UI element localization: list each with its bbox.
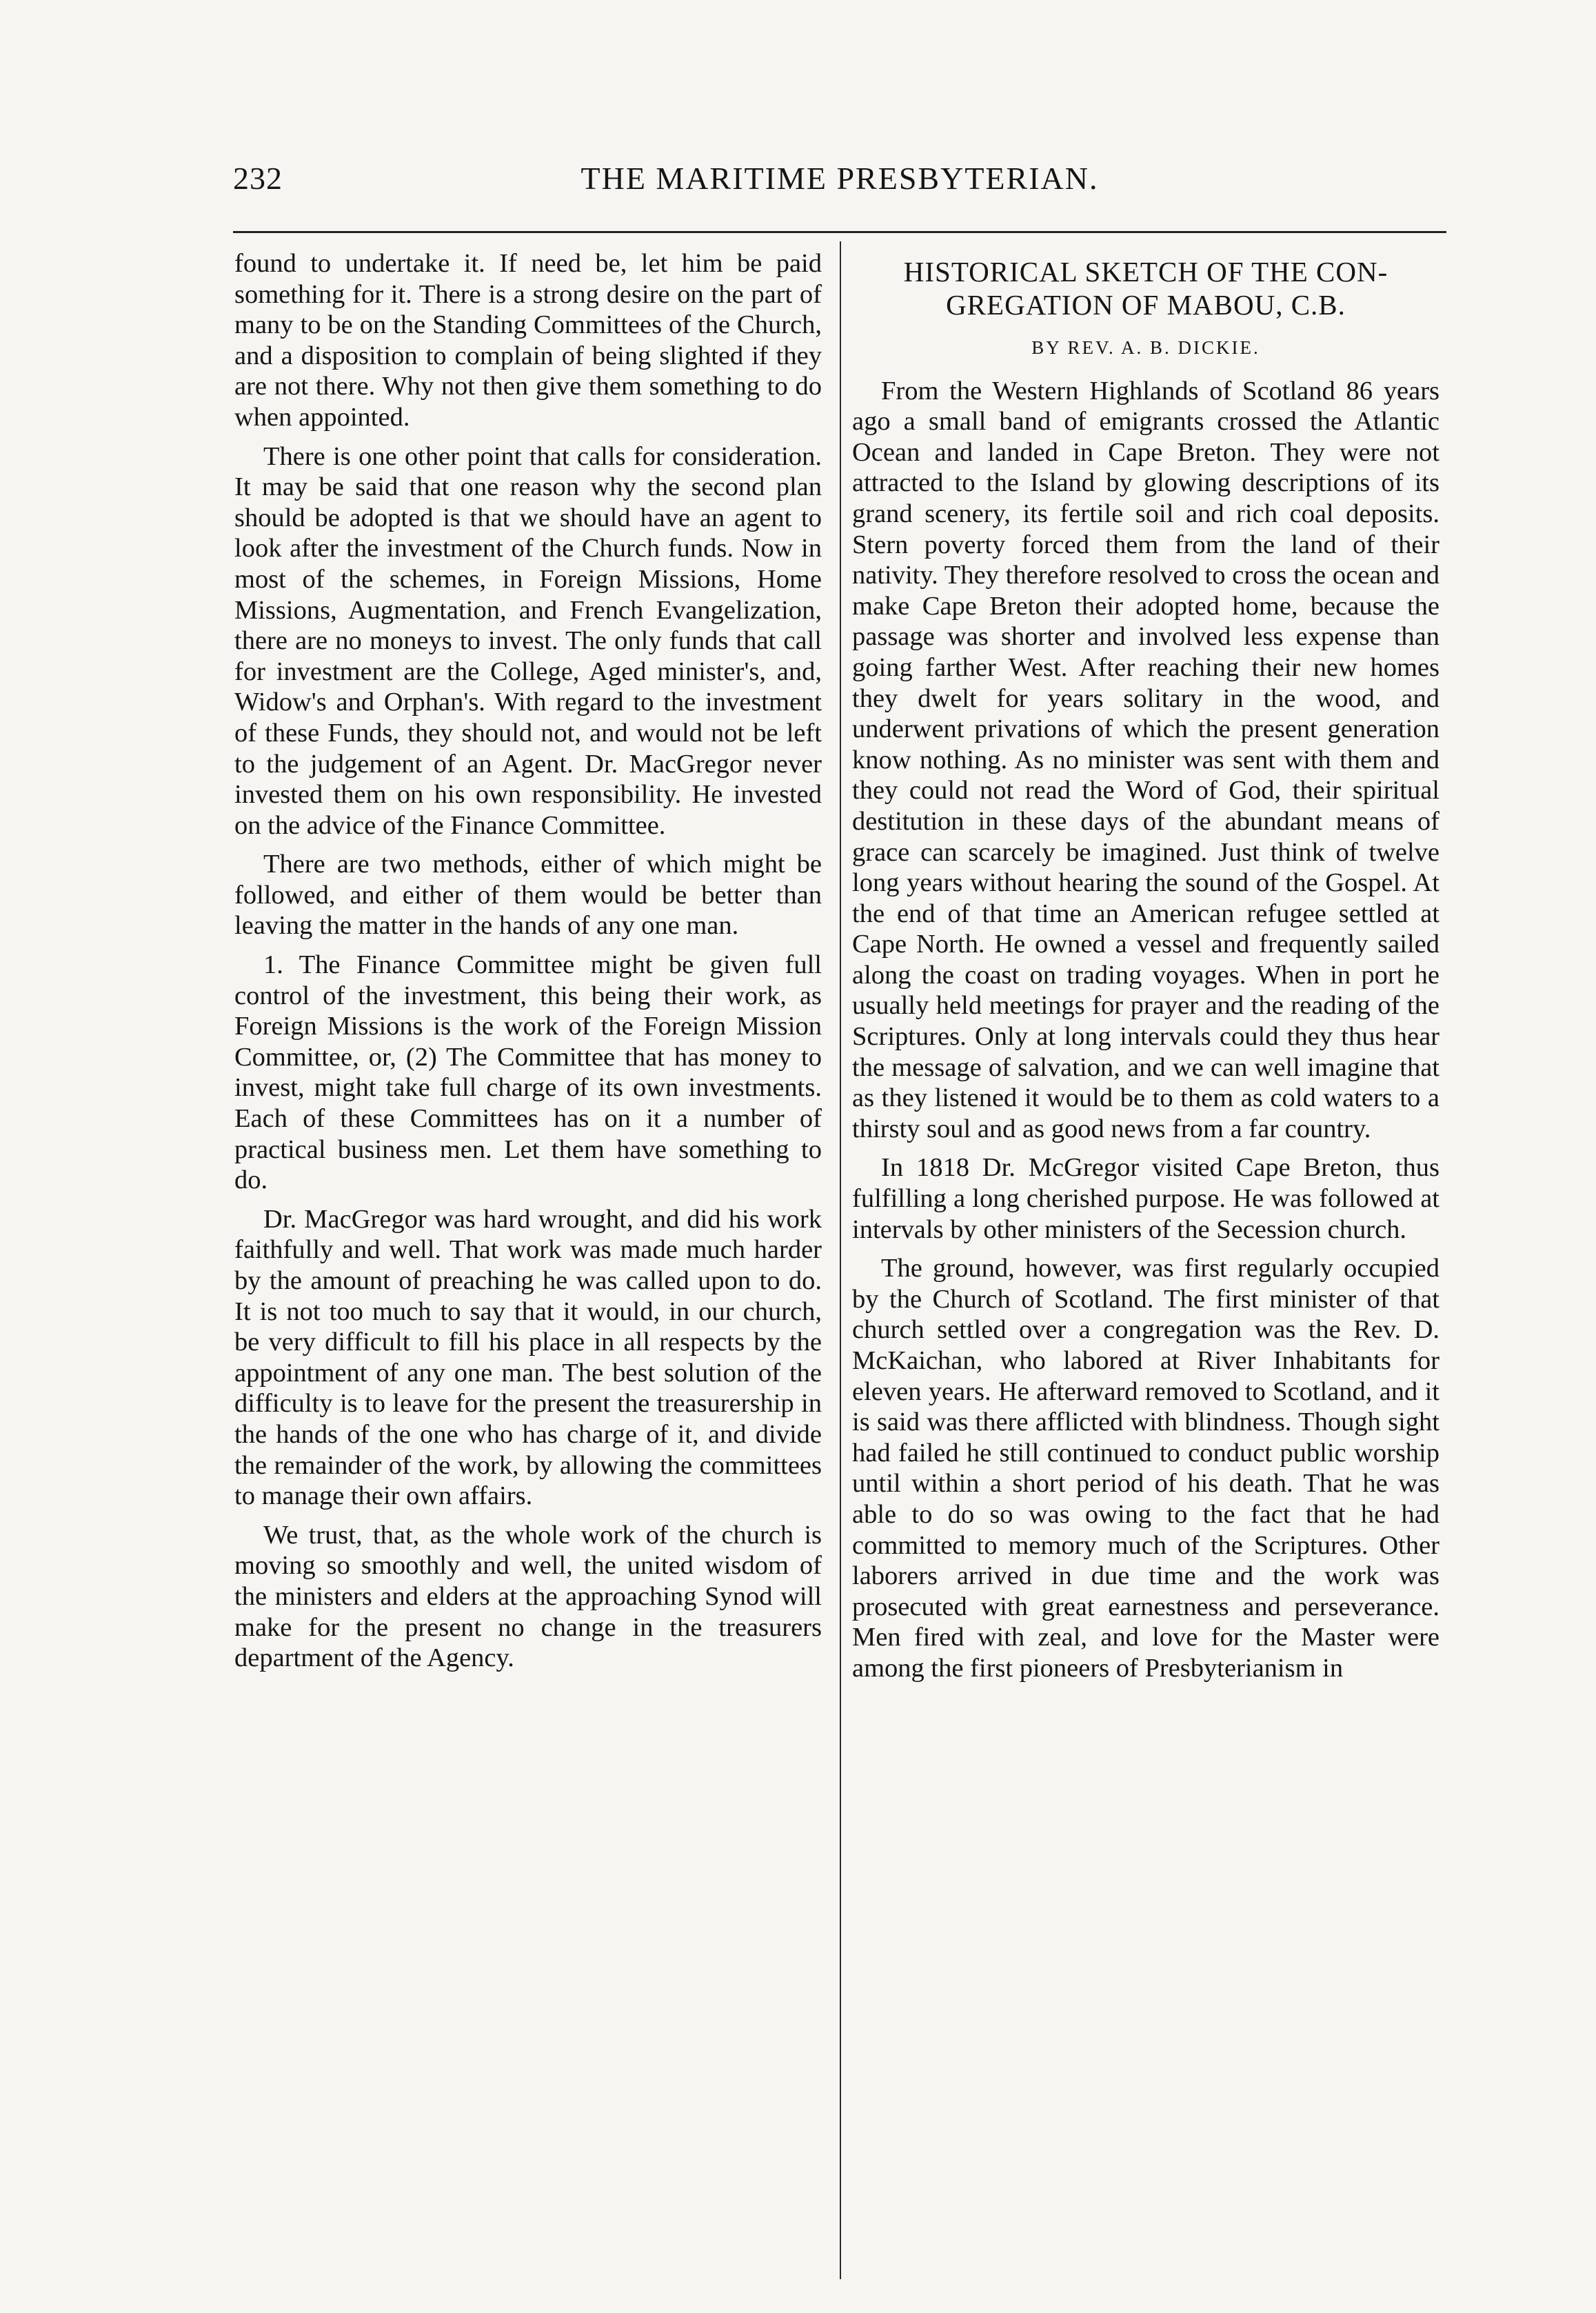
paragraph: There are two methods, either of which might be followed, and either of them would be better than leaving the matter in the hands of any one man.	[234, 850, 822, 941]
paragraph: 1. The Finance Committee might be given full control of the investment, this being their work, as Foreign Missions is the work of the Foreign Mission Committee, or, (2) The Committee that has money to invest, might take full charge of its own investments. Each of these Committees has on it a number of practical business men. Let them have something to do.	[234, 950, 822, 1195]
paragraph: There is one other point that calls for consideration. It may be said that one reason why the second plan should be adopted is that we should have an agent to look after the investment of the Church funds. Now in most of the schemes, in Foreign Missions, Home Missions, Augmentation, and French Evangelization, there are no moneys to invest. The only funds that call for investment are the College, Aged minister's, and, Widow's and Orphan's. With regard to the investment of these Funds, they should not, and would not be left to the judgement of an Agent. Dr. MacGregor never invested them on his own responsibility. He invested on the advice of the Finance Committee.	[234, 441, 822, 840]
column-divider	[840, 241, 841, 2279]
paragraph: From the Western Highlands of Scotland 86 years ago a small band of emigrants crossed the Atlantic Ocean and landed in Cape Breton. They were not attracted to the Island by glowing descriptions of its grand scenery, its fertile soil and rich coal deposits. Stern poverty forced them from the land of their nativity. They therefore resolved to cross the ocean and make Cape Breton their adopted home, because the passage was shorter and involved less expense than going farther West. After reaching their new homes they dwelt for years solitary in the wood, and underwent privations of which the present generation know nothing. As no minister was sent with them and they could not read the Word of God, their spiritual destitution in these days of the abundant means of grace can scarcely be imagined. Just think of twelve long years without hearing the sound of the Gospel. At the end of that time an American refugee settled at Cape North. He owned a vessel and frequently sailed along the coast on trading voyages. When in port he usually held meetings for prayer and the reading of the Scriptures. Only at long intervals could they thus hear the message of salvation, and we can well imagine that as they listened it would be to them as cold waters to a thirsty soul and as good news from a far country.	[852, 376, 1440, 1143]
page-number: 232	[233, 161, 283, 196]
paragraph: Dr. MacGregor was hard wrought, and did his work faithfully and well. That work was made much harder by the amount of preaching he was called upon to do. It is not too much to say that it would, in our church, be very difficult to fill his place in all respects by the appointment of any one man. The best solution of the difficulty is to leave for the present the treasurership in the hands of the one who has charge of it, and divide the remainder of the work, by allowing the committees to manage their own affairs.	[234, 1204, 822, 1511]
paragraph: We trust, that, as the whole work of the church is moving so smoothly and well, the united wisdom of the ministers and elders at the approaching Synod will make for the present no change in the treasurers department of the Agency.	[234, 1520, 822, 1673]
article-title	[852, 255, 1440, 321]
paragraph: In 1818 Dr. McGregor visited Cape Breton, thus fulfilling a long cherished purpose. He was followed at intervals by other ministers of the Secession church.	[852, 1153, 1440, 1244]
page-header	[233, 160, 1446, 210]
left-column	[234, 248, 822, 1682]
paragraph: The ground, however, was first regularly occupied by the Church of Scotland. The first minister of that church settled over a congregation was the Rev. D. McKaichan, who labored at River Inhabitants for eleven years. He afterward removed to Scotland, and it is said was there afflicted with blindness. Though sight had failed he still continued to conduct public worship until within a short period of his death. That he was able to do so was owing to the fact that he had committed to memory much of the Scriptures. Other laborers arrived in due time and the work was prosecuted with great earnestness and perseverance. Men fired with zeal, and love for the Master were among the first pioneers of Presbyterianism in	[852, 1254, 1440, 1683]
paragraph: found to undertake it. If need be, let him be paid something for it. There is a strong desire on the part of many to be on the Standing Committees of the Church, and a disposition to complain of being slighted if they are not there. Why not then give them something to do when appointed.	[234, 249, 822, 432]
journal-title: THE MARITIME PRESBYTERIAN.	[580, 161, 1099, 196]
article-title-line: HISTORICAL SKETCH OF THE CON-	[903, 256, 1388, 288]
right-column	[852, 248, 1440, 1692]
byline: BY REV. A. B. DICKIE.	[1031, 337, 1260, 358]
header-rule	[233, 231, 1446, 233]
article-title-line: GREGATION OF MABOU, C.B.	[946, 289, 1346, 321]
